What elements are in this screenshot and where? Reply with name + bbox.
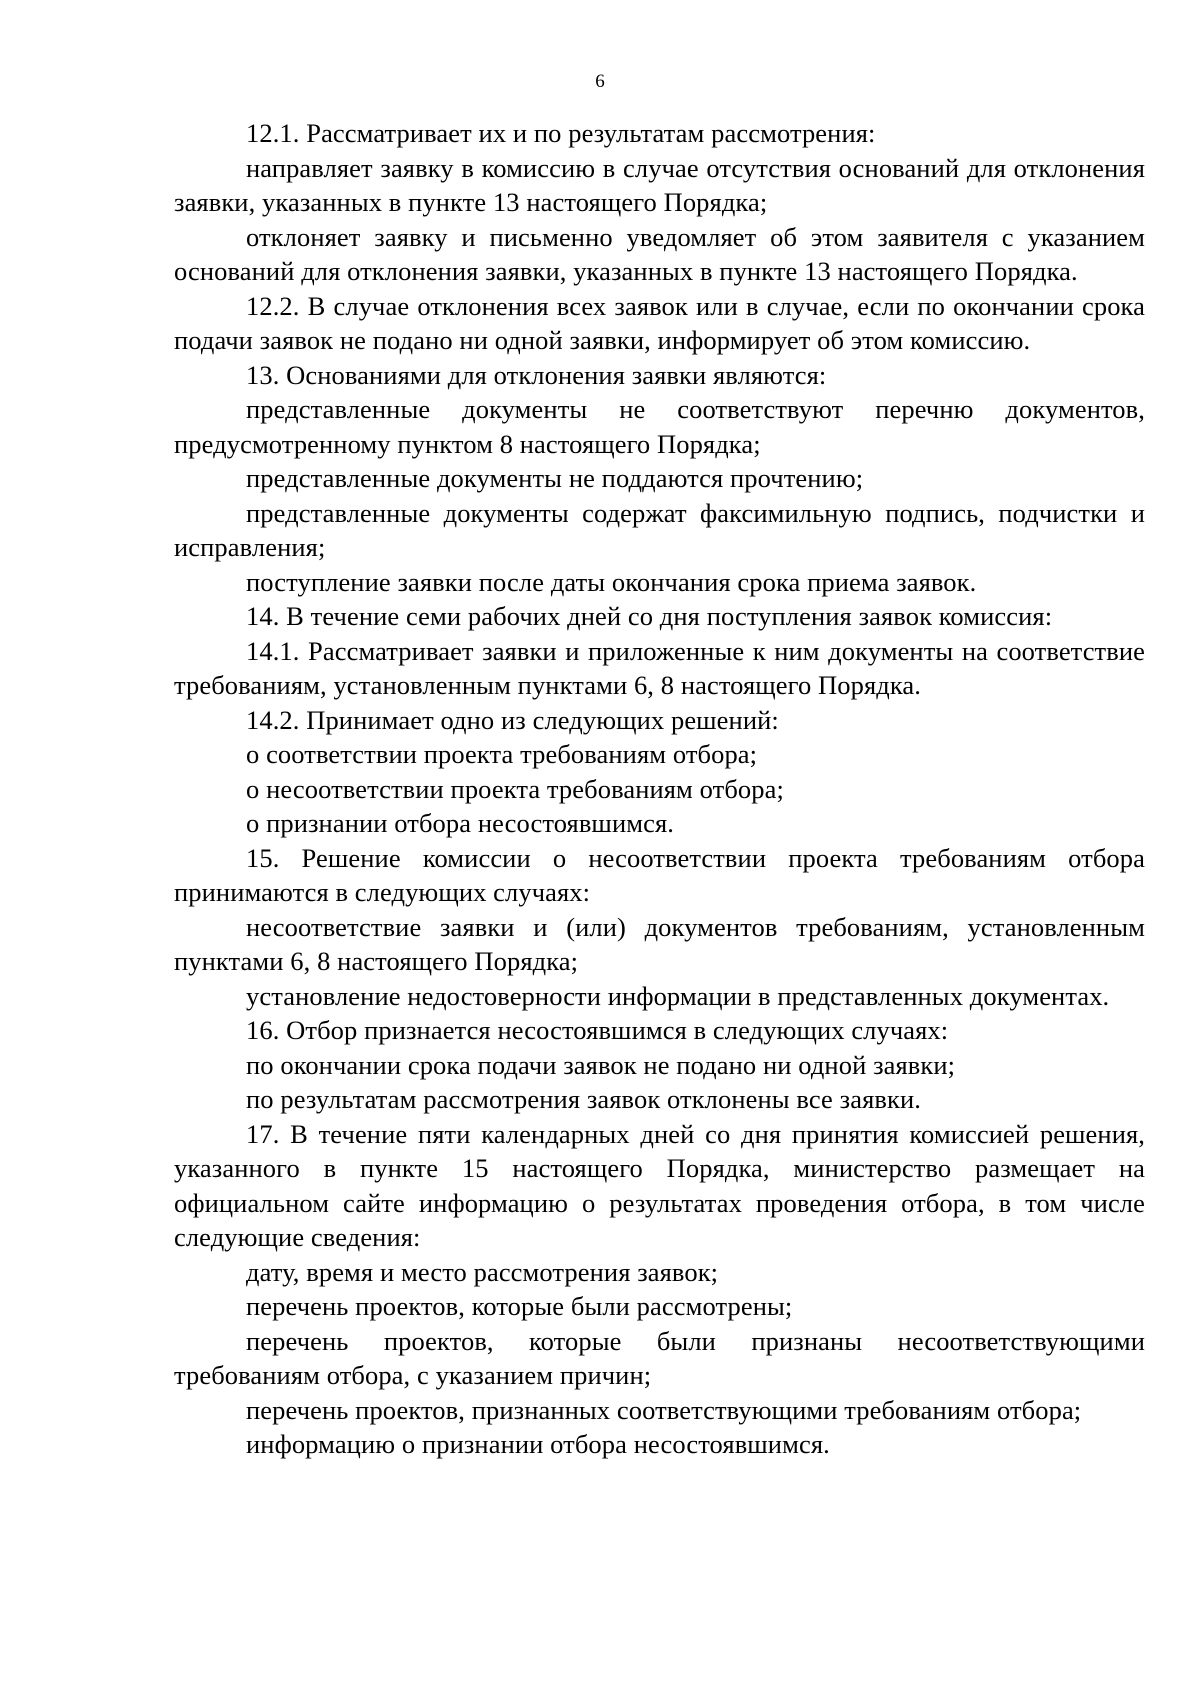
paragraph-16: 16. Отбор признается несостоявшимся в следующих случаях: [246, 1015, 949, 1045]
document-body [174, 116, 1145, 1462]
paragraph-12-1: 12.1. Рассматривает их и по результатам рассмотрения: [246, 118, 876, 148]
paragraph-12-1-item-send: направляет заявку в комиссию в случае отсутствия оснований для отклонения заявки, указанных в пункте 13 настоящего Порядка; [174, 152, 1145, 217]
paragraph-17-item-4: перечень проектов, признанных соответствующими требованиям отбора; [246, 1394, 1082, 1425]
paragraph-14-2-item-3: о признании отбора несостоявшимся. [246, 808, 674, 838]
paragraph-12-1-item-reject: отклоняет заявку и письменно уведомляет об этом заявителя с указанием оснований для отклонения заявки, указанных в пункте 13 настоящего Порядка. [174, 221, 1145, 286]
paragraph-13-item-1: представленные документы не соответствуют перечню документов, предусмотренному пунктом 8 настоящего Порядка; [174, 394, 1145, 459]
paragraph-17: 17. В течение пяти календарных дней со дня принятия комиссией решения, указанного в пункте 15 настоящего Порядка, министерство размещает на официальном сайте информацию о результатах проведения отбора, в том числе следующие сведения: [174, 1118, 1145, 1252]
paragraph-12-2: 12.2. В случае отклонения всех заявок или в случае, если по окончании срока подачи заявок не подано ни одной заявки, информирует об этом комиссию. [174, 290, 1145, 355]
paragraph-14: 14. В течение семи рабочих дней со дня поступления заявок комиссия: [246, 601, 1053, 631]
paragraph-17-item-3: перечень проектов, которые были признаны несоответствующими требованиям отбора, с указанием причин; [174, 1325, 1145, 1390]
paragraph-16-item-1: по окончании срока подачи заявок не подано ни одной заявки; [246, 1049, 956, 1080]
paragraph-13-item-4: поступление заявки после даты окончания срока приема заявок. [246, 566, 977, 597]
paragraph-15-item-1: несоответствие заявки и (или) документов требованиям, установленным пунктами 6, 8 настоящего Порядка; [174, 911, 1145, 976]
paragraph-17-item-2: перечень проектов, которые были рассмотрены; [246, 1291, 793, 1321]
paragraph-15: 15. Решение комиссии о несоответствии проекта требованиям отбора принимаются в следующих случаях: [174, 842, 1145, 907]
paragraph-14-2-item-1: о соответствии проекта требованиям отбора; [246, 739, 758, 769]
paragraph-16-item-2: по результатам рассмотрения заявок отклонены все заявки. [246, 1084, 921, 1114]
paragraph-13-item-3: представленные документы содержат факсимильную подпись, подчистки и исправления; [174, 497, 1145, 562]
paragraph-14-1: 14.1. Рассматривает заявки и приложенные к ним документы на соответствие требованиям, установленным пунктами 6, 8 настоящего Порядка. [174, 635, 1145, 700]
paragraph-14-2-item-2: о несоответствии проекта требованиям отбора; [246, 773, 784, 804]
paragraph-15-item-2: установление недостоверности информации в представленных документах. [246, 980, 1110, 1011]
paragraph-17-item-5: информацию о признании отбора несостоявшимся. [246, 1429, 830, 1459]
page-number: 6 [595, 71, 605, 92]
paragraph-13-item-2: представленные документы не поддаются прочтению; [246, 463, 864, 493]
paragraph-17-item-1: дату, время и место рассмотрения заявок; [246, 1256, 719, 1287]
paragraph-13: 13. Основаниями для отклонения заявки являются: [246, 359, 827, 390]
paragraph-14-2: 14.2. Принимает одно из следующих решений: [246, 704, 779, 735]
